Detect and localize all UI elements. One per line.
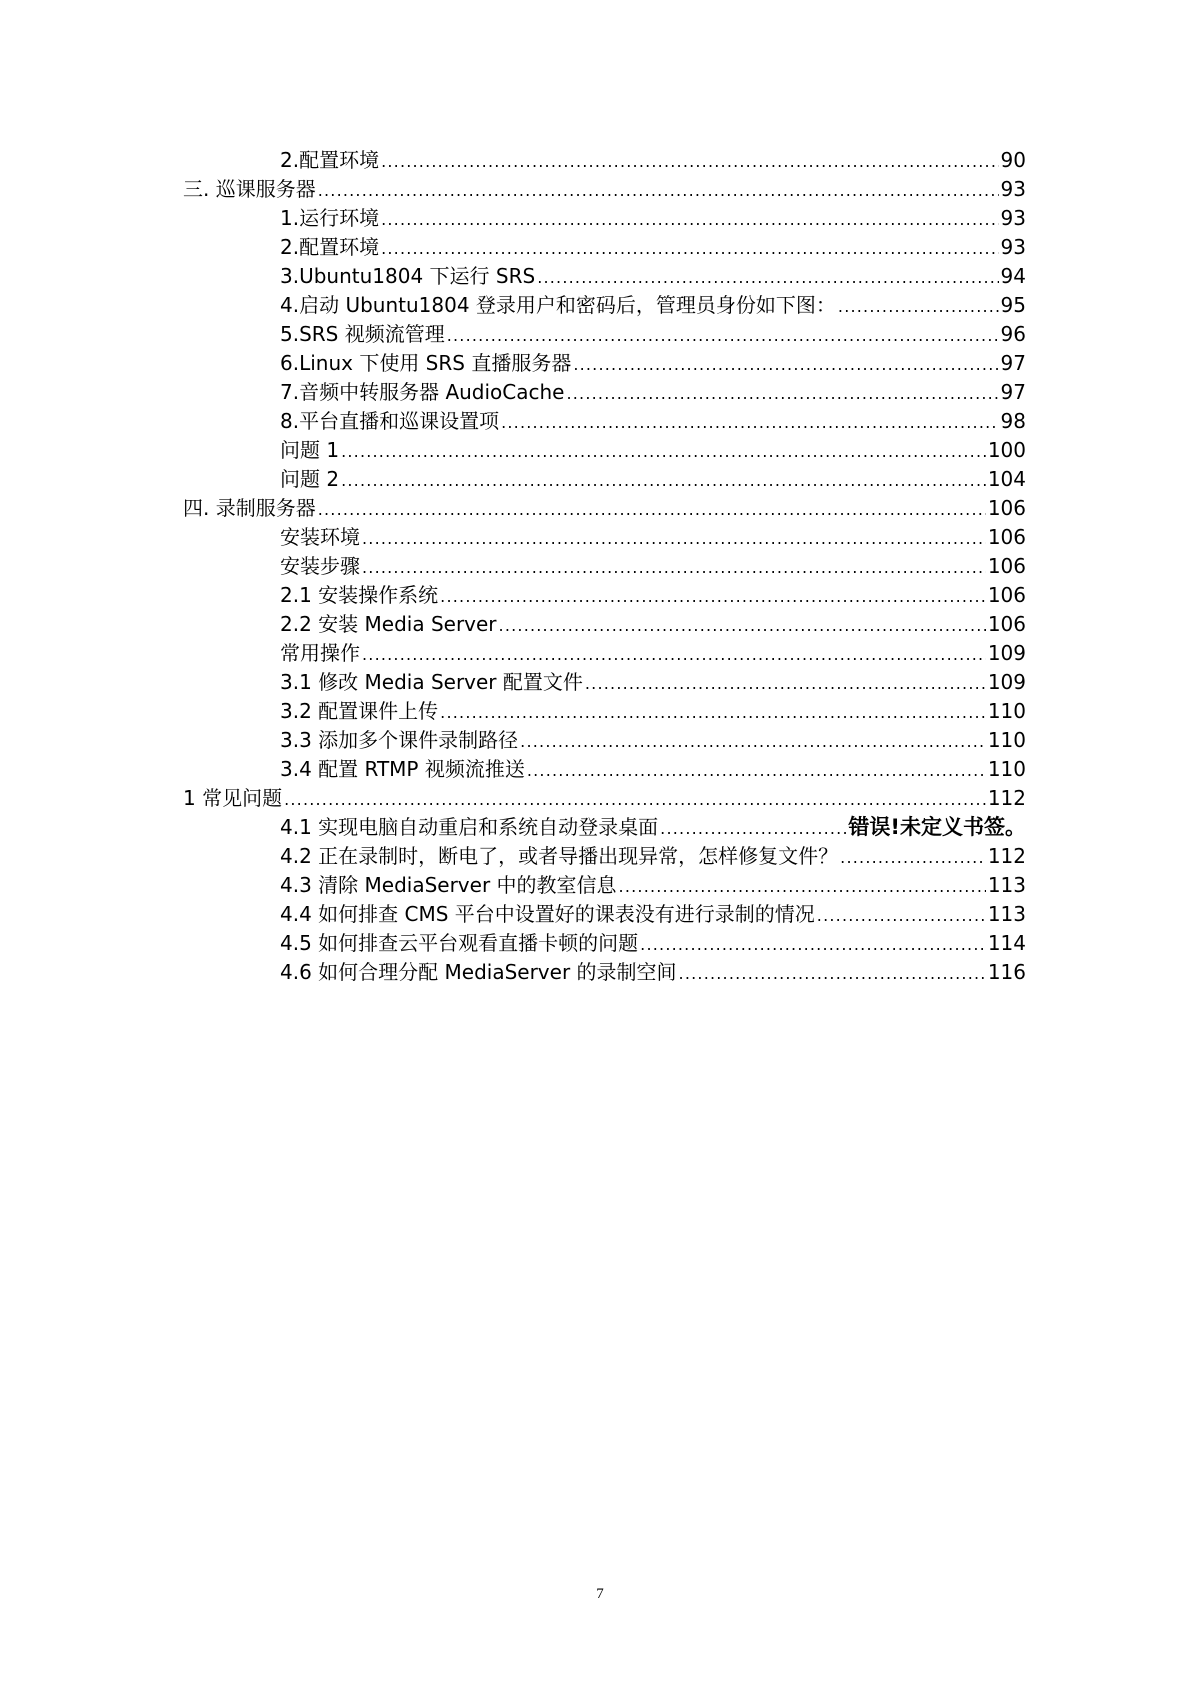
toc-entry-title: 问题 2	[280, 467, 340, 491]
toc-entry-title: 4.4 如何排查 CMS 平台中设置好的课表没有进行录制的情况	[280, 902, 815, 926]
toc-entry-title: 3.1 修改 Media Server 配置文件	[280, 670, 583, 694]
dot-leader	[573, 351, 998, 378]
toc-entry[interactable]	[280, 697, 1026, 726]
toc-entry-page: 110	[987, 728, 1026, 752]
toc-entry[interactable]	[280, 871, 1026, 900]
toc-entry-page: 97	[1000, 351, 1026, 375]
toc-entry-page: 116	[987, 960, 1026, 984]
dot-leader	[679, 960, 986, 987]
toc-entry[interactable]	[280, 291, 1026, 320]
toc-entry-page: 100	[987, 438, 1026, 462]
dot-leader	[660, 815, 846, 842]
dot-leader	[817, 902, 986, 929]
toc-entry-title: 6.Linux 下使用 SRS 直播服务器	[280, 351, 572, 375]
dot-leader	[838, 293, 999, 320]
toc-entry-title: 2.配置环境	[280, 148, 380, 172]
toc-entry[interactable]	[280, 900, 1026, 929]
toc-entry-title: 安装步骤	[280, 554, 360, 578]
dot-leader	[585, 670, 986, 697]
toc-entry-page: 95	[1000, 293, 1026, 317]
toc-entry-title: 4.3 清除 MediaServer 中的教室信息	[280, 873, 617, 897]
toc-entry-title: 4.启动 Ubuntu1804 登录用户和密码后，管理员身份如下图：	[280, 293, 836, 317]
dot-leader	[362, 525, 986, 552]
toc-entry-page: 93	[1000, 177, 1026, 201]
toc-entry[interactable]	[280, 813, 1026, 842]
toc-entry-title: 4.6 如何合理分配 MediaServer 的录制空间	[280, 960, 677, 984]
toc-entry-page: 113	[987, 902, 1026, 926]
dot-leader	[527, 757, 986, 784]
toc-entry-page: 97	[1000, 380, 1026, 404]
toc-entry[interactable]	[183, 784, 1026, 813]
toc-entry[interactable]	[280, 639, 1026, 668]
toc-entry[interactable]	[280, 958, 1026, 987]
toc-entry[interactable]	[280, 726, 1026, 755]
toc-entry[interactable]	[280, 320, 1026, 349]
toc-entry-title: 安装环境	[280, 525, 360, 549]
dot-leader	[362, 641, 986, 668]
dot-leader	[341, 467, 986, 494]
toc-entry-page: 112	[987, 844, 1026, 868]
toc-entry-page-error: 错误!未定义书签。	[848, 815, 1026, 839]
toc-entry-page: 110	[987, 757, 1026, 781]
dot-leader	[318, 177, 999, 204]
toc-entry-title: 2.1 安装操作系统	[280, 583, 439, 607]
toc-entry-title: 2.2 安装 Media Server	[280, 612, 497, 636]
toc-entry[interactable]	[280, 581, 1026, 610]
toc-entry-title: 3.4 配置 RTMP 视频流推送	[280, 757, 525, 781]
toc-entry-page: 98	[1000, 409, 1026, 433]
dot-leader	[284, 786, 986, 813]
toc-entry-page: 109	[987, 670, 1026, 694]
toc-entry-title: 7.音频中转服务器 AudioCache	[280, 380, 565, 404]
toc-entry[interactable]	[280, 668, 1026, 697]
toc-entry-page: 106	[987, 554, 1026, 578]
toc-entry[interactable]	[280, 842, 1026, 871]
toc-entry-page: 113	[987, 873, 1026, 897]
toc-entry[interactable]	[280, 262, 1026, 291]
toc-entry-title: 三. 巡课服务器	[183, 177, 316, 201]
toc-entry[interactable]	[183, 494, 1026, 523]
dot-leader	[640, 931, 986, 958]
toc-entry-page: 93	[1000, 235, 1026, 259]
toc-entry-page: 112	[987, 786, 1026, 810]
toc-entry-title: 5.SRS 视频流管理	[280, 322, 445, 346]
toc-entry-title: 4.1 实现电脑自动重启和系统自动登录桌面	[280, 815, 659, 839]
toc-entry[interactable]	[280, 378, 1026, 407]
toc-entry-page: 114	[987, 931, 1026, 955]
dot-leader	[501, 409, 998, 436]
toc-entry-title: 问题 1	[280, 438, 340, 462]
dot-leader	[318, 496, 986, 523]
toc-entry-title: 1 常见问题	[183, 786, 283, 810]
toc-entry-title: 8.平台直播和巡课设置项	[280, 409, 500, 433]
toc-entry-page: 104	[987, 467, 1026, 491]
toc-entry[interactable]	[280, 523, 1026, 552]
toc-entry[interactable]	[280, 929, 1026, 958]
toc-entry-page: 90	[1000, 148, 1026, 172]
page-number: 7	[596, 1586, 604, 1602]
toc-entry-title: 4.5 如何排查云平台观看直播卡顿的问题	[280, 931, 639, 955]
dot-leader	[566, 380, 998, 407]
toc-entry-page: 106	[987, 525, 1026, 549]
toc-entry-page: 94	[1000, 264, 1026, 288]
toc-entry[interactable]	[280, 552, 1026, 581]
toc-entry-page: 110	[987, 699, 1026, 723]
dot-leader	[381, 206, 998, 233]
toc-entry-page: 106	[987, 496, 1026, 520]
toc-entry-page: 106	[987, 583, 1026, 607]
dot-leader	[447, 322, 999, 349]
dot-leader	[440, 583, 986, 610]
toc-entry[interactable]	[280, 233, 1026, 262]
toc-entry-title: 常用操作	[280, 641, 360, 665]
dot-leader	[440, 699, 986, 726]
dot-leader	[537, 264, 998, 291]
dot-leader	[840, 844, 986, 871]
toc-entry-title: 2.配置环境	[280, 235, 380, 259]
toc-entry[interactable]	[280, 436, 1026, 465]
toc-entry[interactable]	[280, 146, 1026, 175]
dot-leader	[520, 728, 986, 755]
toc-entry-page: 109	[987, 641, 1026, 665]
dot-leader	[499, 612, 986, 639]
toc-entry-title: 4.2 正在录制时，断电了，或者导播出现异常，怎样修复文件？	[280, 844, 839, 868]
dot-leader	[341, 438, 986, 465]
dot-leader	[381, 235, 998, 262]
toc-entry[interactable]	[280, 610, 1026, 639]
toc-entry-title: 3.Ubuntu1804 下运行 SRS	[280, 264, 536, 288]
toc-entry-page: 93	[1000, 206, 1026, 230]
toc-entry-page: 106	[987, 612, 1026, 636]
toc-entry-title: 四. 录制服务器	[183, 496, 316, 520]
toc-entry-title: 3.3 添加多个课件录制路径	[280, 728, 519, 752]
dot-leader	[619, 873, 986, 900]
toc-entry[interactable]	[183, 175, 1026, 204]
toc-entry[interactable]	[280, 407, 1026, 436]
toc-entry[interactable]	[280, 465, 1026, 494]
toc-entry-title: 3.2 配置课件上传	[280, 699, 439, 723]
toc-entry[interactable]	[280, 755, 1026, 784]
toc-entry-title: 1.运行环境	[280, 206, 380, 230]
toc-entry[interactable]	[280, 349, 1026, 378]
dot-leader	[362, 554, 986, 581]
dot-leader	[381, 148, 998, 175]
toc-entry-page: 96	[1000, 322, 1026, 346]
toc-entry[interactable]	[280, 204, 1026, 233]
